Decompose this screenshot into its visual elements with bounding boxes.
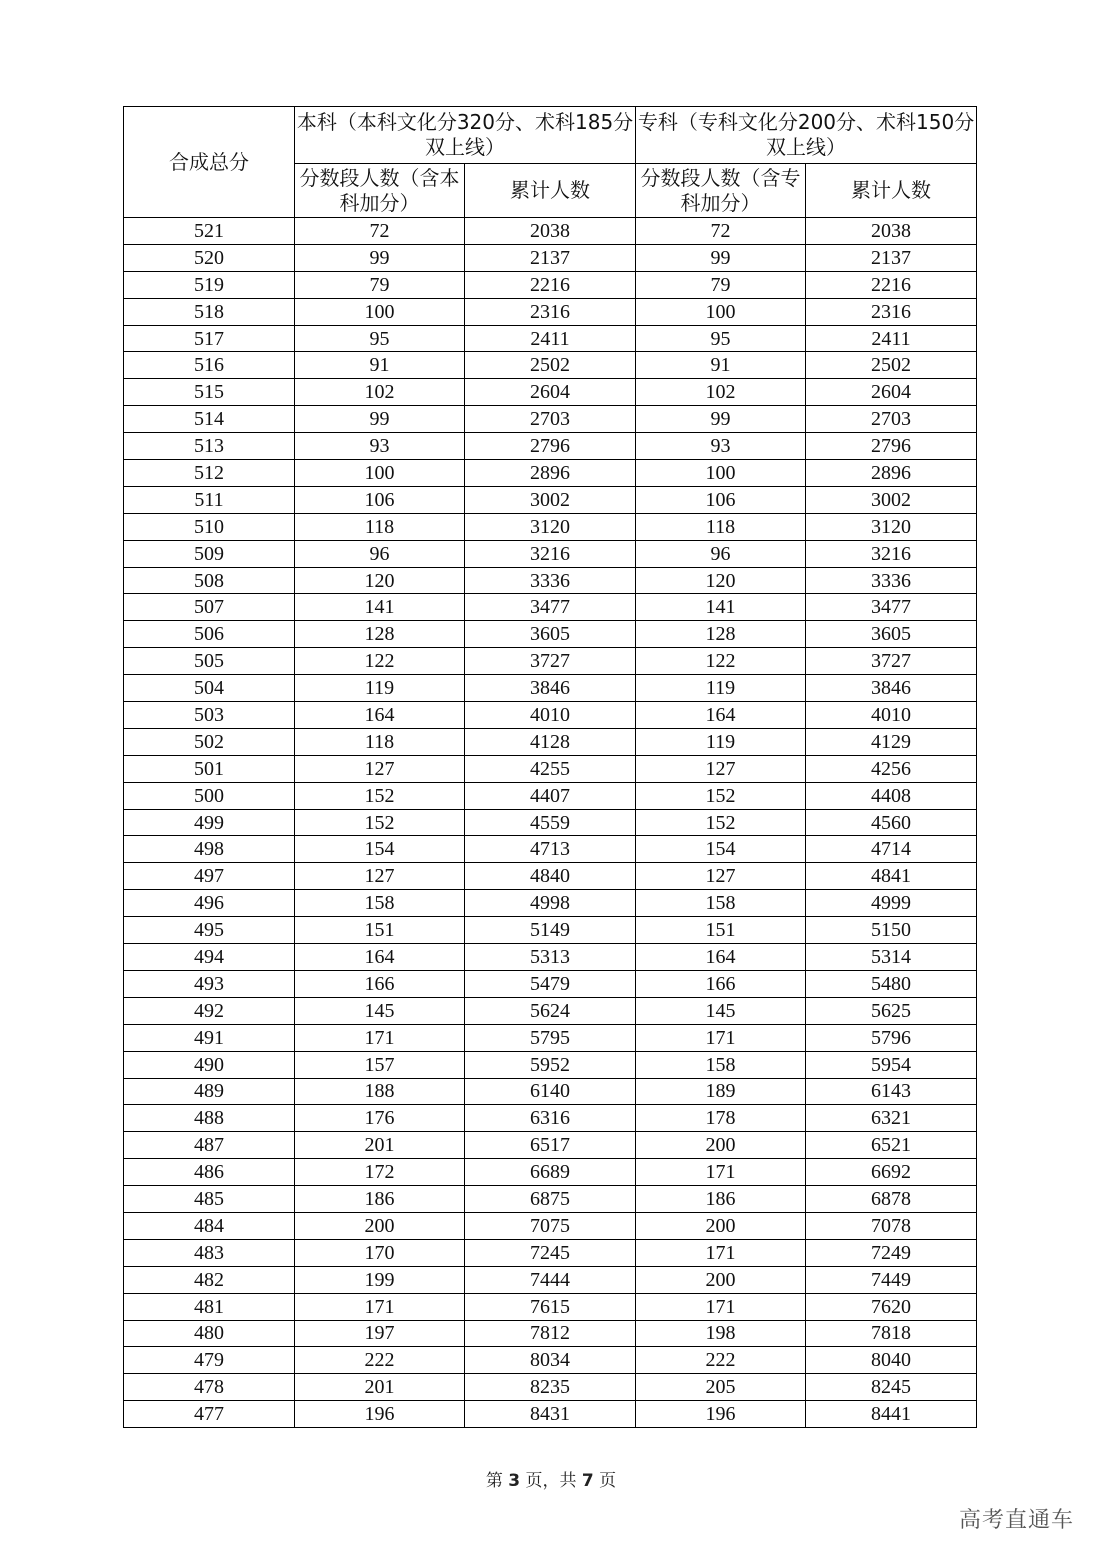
undergrad-segment-cell: 119 [295, 675, 465, 702]
undergrad-cumulative-cell: 6316 [465, 1105, 636, 1132]
table-row [124, 1105, 977, 1132]
table-row [124, 809, 977, 836]
college-segment-cell: 141 [636, 594, 806, 621]
undergrad-segment-cell: 99 [295, 244, 465, 271]
college-segment-cell: 151 [636, 917, 806, 944]
undergrad-cumulative-cell: 3336 [465, 567, 636, 594]
college-cumulative-cell: 4560 [806, 809, 977, 836]
college-cumulative-cell: 2038 [806, 218, 977, 245]
college-segment-cell: 72 [636, 218, 806, 245]
college-segment-cell: 164 [636, 702, 806, 729]
college-segment-cell: 196 [636, 1401, 806, 1428]
undergrad-segment-cell: 200 [295, 1212, 465, 1239]
college-segment-cell: 205 [636, 1374, 806, 1401]
total-score-cell: 521 [124, 218, 295, 245]
footer-middle: 页，共 [525, 1471, 577, 1491]
undergrad-cumulative-cell: 5624 [465, 997, 636, 1024]
total-score-cell: 503 [124, 702, 295, 729]
college-cumulative-cell: 5625 [806, 997, 977, 1024]
undergrad-cumulative-cell: 2216 [465, 271, 636, 298]
undergrad-segment-cell: 91 [295, 352, 465, 379]
college-segment-cell: 189 [636, 1078, 806, 1105]
college-segment-cell: 96 [636, 540, 806, 567]
total-score-cell: 489 [124, 1078, 295, 1105]
college-segment-cell: 127 [636, 755, 806, 782]
college-cumulative-cell: 3605 [806, 621, 977, 648]
college-segment-cell: 222 [636, 1347, 806, 1374]
college-group-header: 专科（专科文化分200分、术科150分双上线） [636, 107, 977, 164]
college-segment-cell: 171 [636, 1293, 806, 1320]
total-score-cell: 494 [124, 944, 295, 971]
undergrad-cumulative-header: 累计人数 [465, 164, 636, 218]
table-row [124, 782, 977, 809]
undergrad-cumulative-cell: 4128 [465, 728, 636, 755]
total-score-cell: 497 [124, 863, 295, 890]
undergrad-segment-cell: 79 [295, 271, 465, 298]
college-cumulative-cell: 4999 [806, 890, 977, 917]
total-score-cell: 486 [124, 1159, 295, 1186]
undergrad-cumulative-cell: 7245 [465, 1239, 636, 1266]
total-score-cell: 504 [124, 675, 295, 702]
table-row [124, 1078, 977, 1105]
table-row [124, 863, 977, 890]
undergrad-segment-cell: 152 [295, 809, 465, 836]
table-row [124, 486, 977, 513]
total-score-cell: 495 [124, 917, 295, 944]
college-cumulative-cell: 5480 [806, 970, 977, 997]
table-row [124, 567, 977, 594]
undergrad-segment-cell: 199 [295, 1266, 465, 1293]
college-cumulative-cell: 3336 [806, 567, 977, 594]
college-cumulative-cell: 2137 [806, 244, 977, 271]
undergrad-segment-header: 分数段人数（含本科加分） [295, 164, 465, 218]
college-segment-cell: 79 [636, 271, 806, 298]
college-segment-cell: 145 [636, 997, 806, 1024]
table-row [124, 513, 977, 540]
total-score-cell: 511 [124, 486, 295, 513]
college-segment-cell: 128 [636, 621, 806, 648]
table-row [124, 890, 977, 917]
undergrad-segment-cell: 166 [295, 970, 465, 997]
college-segment-cell: 171 [636, 1159, 806, 1186]
college-cumulative-cell: 3846 [806, 675, 977, 702]
college-cumulative-cell: 6878 [806, 1186, 977, 1213]
undergrad-cumulative-cell: 2896 [465, 460, 636, 487]
total-score-cell: 516 [124, 352, 295, 379]
table-row [124, 298, 977, 325]
table-row [124, 460, 977, 487]
undergrad-segment-cell: 118 [295, 513, 465, 540]
total-score-cell: 484 [124, 1212, 295, 1239]
college-segment-cell: 119 [636, 675, 806, 702]
college-segment-cell: 127 [636, 863, 806, 890]
total-score-cell: 519 [124, 271, 295, 298]
college-cumulative-cell: 3120 [806, 513, 977, 540]
footer-suffix: 页 [599, 1471, 617, 1491]
undergrad-segment-cell: 120 [295, 567, 465, 594]
table-row [124, 1401, 977, 1428]
undergrad-cumulative-cell: 4010 [465, 702, 636, 729]
college-segment-cell: 186 [636, 1186, 806, 1213]
college-segment-cell: 200 [636, 1212, 806, 1239]
college-segment-cell: 171 [636, 1239, 806, 1266]
undergrad-cumulative-cell: 2796 [465, 433, 636, 460]
undergrad-segment-cell: 72 [295, 218, 465, 245]
undergrad-segment-cell: 128 [295, 621, 465, 648]
total-score-cell: 479 [124, 1347, 295, 1374]
undergrad-cumulative-cell: 8431 [465, 1401, 636, 1428]
total-score-cell: 493 [124, 970, 295, 997]
college-cumulative-cell: 4841 [806, 863, 977, 890]
total-score-cell: 520 [124, 244, 295, 271]
undergrad-cumulative-cell: 7615 [465, 1293, 636, 1320]
college-cumulative-cell: 7078 [806, 1212, 977, 1239]
total-score-cell: 481 [124, 1293, 295, 1320]
college-segment-cell: 99 [636, 406, 806, 433]
college-cumulative-cell: 5150 [806, 917, 977, 944]
college-segment-cell: 100 [636, 298, 806, 325]
college-cumulative-cell: 4408 [806, 782, 977, 809]
table-row [124, 1186, 977, 1213]
table-row [124, 1024, 977, 1051]
college-segment-cell: 158 [636, 1051, 806, 1078]
undergrad-cumulative-cell: 2137 [465, 244, 636, 271]
college-segment-cell: 158 [636, 890, 806, 917]
undergrad-segment-cell: 171 [295, 1293, 465, 1320]
college-cumulative-cell: 2316 [806, 298, 977, 325]
table-row [124, 702, 977, 729]
college-cumulative-cell: 8245 [806, 1374, 977, 1401]
table-row [124, 1347, 977, 1374]
undergrad-cumulative-cell: 6689 [465, 1159, 636, 1186]
college-cumulative-cell: 2796 [806, 433, 977, 460]
undergrad-cumulative-cell: 3727 [465, 648, 636, 675]
undergrad-cumulative-cell: 8235 [465, 1374, 636, 1401]
table-row [124, 218, 977, 245]
table-row [124, 917, 977, 944]
undergrad-segment-cell: 96 [295, 540, 465, 567]
undergrad-segment-cell: 201 [295, 1132, 465, 1159]
college-segment-cell: 152 [636, 809, 806, 836]
total-score-cell: 496 [124, 890, 295, 917]
undergrad-cumulative-cell: 4998 [465, 890, 636, 917]
undergrad-segment-cell: 127 [295, 863, 465, 890]
footer-page-number: 3 [508, 1471, 521, 1491]
undergrad-segment-cell: 99 [295, 406, 465, 433]
undergrad-cumulative-cell: 8034 [465, 1347, 636, 1374]
undergrad-cumulative-cell: 2703 [465, 406, 636, 433]
table-body [124, 218, 977, 1428]
total-score-cell: 483 [124, 1239, 295, 1266]
footer-prefix: 第 [485, 1471, 503, 1491]
undergrad-segment-cell: 172 [295, 1159, 465, 1186]
college-segment-cell: 198 [636, 1320, 806, 1347]
total-score-cell: 507 [124, 594, 295, 621]
undergrad-cumulative-cell: 5795 [465, 1024, 636, 1051]
undergrad-segment-cell: 157 [295, 1051, 465, 1078]
table-row [124, 433, 977, 460]
table-header [124, 107, 977, 218]
college-cumulative-cell: 7449 [806, 1266, 977, 1293]
total-score-cell: 500 [124, 782, 295, 809]
undergrad-cumulative-cell: 2411 [465, 325, 636, 352]
college-cumulative-cell: 8441 [806, 1401, 977, 1428]
college-cumulative-cell: 3216 [806, 540, 977, 567]
college-segment-cell: 120 [636, 567, 806, 594]
total-score-cell: 498 [124, 836, 295, 863]
college-cumulative-header: 累计人数 [806, 164, 977, 218]
total-score-cell: 487 [124, 1132, 295, 1159]
undergrad-segment-cell: 176 [295, 1105, 465, 1132]
table-row [124, 540, 977, 567]
table-row [124, 1293, 977, 1320]
undergrad-segment-cell: 170 [295, 1239, 465, 1266]
total-score-cell: 509 [124, 540, 295, 567]
undergrad-cumulative-cell: 4407 [465, 782, 636, 809]
college-segment-cell: 200 [636, 1266, 806, 1293]
college-cumulative-cell: 2896 [806, 460, 977, 487]
undergrad-group-header: 本科（本科文化分320分、术科185分双上线） [295, 107, 636, 164]
undergrad-cumulative-cell: 6875 [465, 1186, 636, 1213]
undergrad-cumulative-cell: 5479 [465, 970, 636, 997]
college-segment-cell: 91 [636, 352, 806, 379]
undergrad-segment-cell: 93 [295, 433, 465, 460]
table-row [124, 1320, 977, 1347]
college-cumulative-cell: 3002 [806, 486, 977, 513]
total-score-cell: 499 [124, 809, 295, 836]
undergrad-cumulative-cell: 3002 [465, 486, 636, 513]
page-footer [0, 1466, 1102, 1491]
table-row [124, 1266, 977, 1293]
undergrad-cumulative-cell: 2604 [465, 379, 636, 406]
college-segment-cell: 154 [636, 836, 806, 863]
college-cumulative-cell: 6143 [806, 1078, 977, 1105]
undergrad-cumulative-cell: 3216 [465, 540, 636, 567]
table-row [124, 1212, 977, 1239]
total-score-cell: 513 [124, 433, 295, 460]
college-cumulative-cell: 2604 [806, 379, 977, 406]
table-row [124, 1374, 977, 1401]
total-score-cell: 517 [124, 325, 295, 352]
table-row [124, 944, 977, 971]
footer-total-pages: 7 [581, 1471, 594, 1491]
total-score-cell: 506 [124, 621, 295, 648]
total-score-cell: 491 [124, 1024, 295, 1051]
undergrad-segment-cell: 186 [295, 1186, 465, 1213]
total-score-cell: 488 [124, 1105, 295, 1132]
table-row [124, 755, 977, 782]
total-score-cell: 485 [124, 1186, 295, 1213]
college-cumulative-cell: 7818 [806, 1320, 977, 1347]
undergrad-cumulative-cell: 3120 [465, 513, 636, 540]
college-segment-cell: 164 [636, 944, 806, 971]
college-cumulative-cell: 6521 [806, 1132, 977, 1159]
undergrad-cumulative-cell: 5313 [465, 944, 636, 971]
total-score-cell: 482 [124, 1266, 295, 1293]
undergrad-segment-cell: 151 [295, 917, 465, 944]
college-segment-cell: 100 [636, 460, 806, 487]
college-cumulative-cell: 2216 [806, 271, 977, 298]
college-cumulative-cell: 4129 [806, 728, 977, 755]
college-cumulative-cell: 2411 [806, 325, 977, 352]
total-score-cell: 505 [124, 648, 295, 675]
undergrad-segment-cell: 106 [295, 486, 465, 513]
undergrad-segment-cell: 152 [295, 782, 465, 809]
table-row [124, 406, 977, 433]
undergrad-segment-cell: 154 [295, 836, 465, 863]
table-row [124, 836, 977, 863]
college-cumulative-cell: 8040 [806, 1347, 977, 1374]
undergrad-segment-cell: 222 [295, 1347, 465, 1374]
college-segment-cell: 118 [636, 513, 806, 540]
undergrad-cumulative-cell: 7444 [465, 1266, 636, 1293]
table-row [124, 594, 977, 621]
table-row [124, 1239, 977, 1266]
total-score-header: 合成总分 [124, 107, 295, 218]
undergrad-segment-cell: 145 [295, 997, 465, 1024]
table-row [124, 1159, 977, 1186]
college-segment-header: 分数段人数（含专科加分） [636, 164, 806, 218]
total-score-cell: 501 [124, 755, 295, 782]
table-row [124, 675, 977, 702]
college-cumulative-cell: 2703 [806, 406, 977, 433]
college-segment-cell: 93 [636, 433, 806, 460]
total-score-cell: 508 [124, 567, 295, 594]
undergrad-cumulative-cell: 3846 [465, 675, 636, 702]
table-row [124, 1051, 977, 1078]
table-row [124, 970, 977, 997]
table-row [124, 728, 977, 755]
college-segment-cell: 102 [636, 379, 806, 406]
undergrad-segment-cell: 171 [295, 1024, 465, 1051]
undergrad-segment-cell: 100 [295, 460, 465, 487]
undergrad-segment-cell: 95 [295, 325, 465, 352]
college-segment-cell: 171 [636, 1024, 806, 1051]
college-cumulative-cell: 5796 [806, 1024, 977, 1051]
undergrad-segment-cell: 127 [295, 755, 465, 782]
undergrad-cumulative-cell: 5952 [465, 1051, 636, 1078]
college-segment-cell: 122 [636, 648, 806, 675]
total-score-cell: 480 [124, 1320, 295, 1347]
undergrad-segment-cell: 197 [295, 1320, 465, 1347]
undergrad-segment-cell: 122 [295, 648, 465, 675]
total-score-cell: 502 [124, 728, 295, 755]
college-cumulative-cell: 7249 [806, 1239, 977, 1266]
college-segment-cell: 152 [636, 782, 806, 809]
undergrad-segment-cell: 158 [295, 890, 465, 917]
table-row [124, 244, 977, 271]
undergrad-segment-cell: 188 [295, 1078, 465, 1105]
undergrad-segment-cell: 164 [295, 702, 465, 729]
college-cumulative-cell: 3727 [806, 648, 977, 675]
undergrad-cumulative-cell: 5149 [465, 917, 636, 944]
total-score-cell: 515 [124, 379, 295, 406]
college-segment-cell: 166 [636, 970, 806, 997]
undergrad-cumulative-cell: 7075 [465, 1212, 636, 1239]
score-distribution-table [123, 106, 977, 1428]
undergrad-cumulative-cell: 2038 [465, 218, 636, 245]
undergrad-segment-cell: 201 [295, 1374, 465, 1401]
watermark: 高考直通车 [958, 1508, 1074, 1533]
undergrad-segment-cell: 164 [295, 944, 465, 971]
undergrad-cumulative-cell: 4840 [465, 863, 636, 890]
table-row [124, 352, 977, 379]
college-cumulative-cell: 4714 [806, 836, 977, 863]
college-cumulative-cell: 4256 [806, 755, 977, 782]
total-score-cell: 518 [124, 298, 295, 325]
college-cumulative-cell: 5954 [806, 1051, 977, 1078]
undergrad-cumulative-cell: 7812 [465, 1320, 636, 1347]
table-row [124, 997, 977, 1024]
college-cumulative-cell: 7620 [806, 1293, 977, 1320]
total-score-cell: 512 [124, 460, 295, 487]
college-segment-cell: 200 [636, 1132, 806, 1159]
total-score-cell: 490 [124, 1051, 295, 1078]
undergrad-cumulative-cell: 3605 [465, 621, 636, 648]
college-cumulative-cell: 5314 [806, 944, 977, 971]
undergrad-segment-cell: 102 [295, 379, 465, 406]
undergrad-cumulative-cell: 4255 [465, 755, 636, 782]
undergrad-cumulative-cell: 6517 [465, 1132, 636, 1159]
college-cumulative-cell: 4010 [806, 702, 977, 729]
table-row [124, 1132, 977, 1159]
total-score-cell: 492 [124, 997, 295, 1024]
undergrad-cumulative-cell: 3477 [465, 594, 636, 621]
college-cumulative-cell: 3477 [806, 594, 977, 621]
total-score-cell: 514 [124, 406, 295, 433]
table-row [124, 621, 977, 648]
undergrad-cumulative-cell: 6140 [465, 1078, 636, 1105]
undergrad-segment-cell: 141 [295, 594, 465, 621]
undergrad-segment-cell: 118 [295, 728, 465, 755]
college-cumulative-cell: 2502 [806, 352, 977, 379]
undergrad-cumulative-cell: 2316 [465, 298, 636, 325]
undergrad-segment-cell: 100 [295, 298, 465, 325]
total-score-cell: 478 [124, 1374, 295, 1401]
undergrad-cumulative-cell: 2502 [465, 352, 636, 379]
college-segment-cell: 106 [636, 486, 806, 513]
total-score-cell: 510 [124, 513, 295, 540]
header-row-1 [124, 107, 977, 164]
undergrad-segment-cell: 196 [295, 1401, 465, 1428]
college-segment-cell: 178 [636, 1105, 806, 1132]
total-score-cell: 477 [124, 1401, 295, 1428]
table-row [124, 648, 977, 675]
college-cumulative-cell: 6321 [806, 1105, 977, 1132]
college-segment-cell: 119 [636, 728, 806, 755]
table-row [124, 325, 977, 352]
undergrad-cumulative-cell: 4713 [465, 836, 636, 863]
undergrad-cumulative-cell: 4559 [465, 809, 636, 836]
table-row [124, 379, 977, 406]
college-cumulative-cell: 6692 [806, 1159, 977, 1186]
table-row [124, 271, 977, 298]
college-segment-cell: 95 [636, 325, 806, 352]
college-segment-cell: 99 [636, 244, 806, 271]
